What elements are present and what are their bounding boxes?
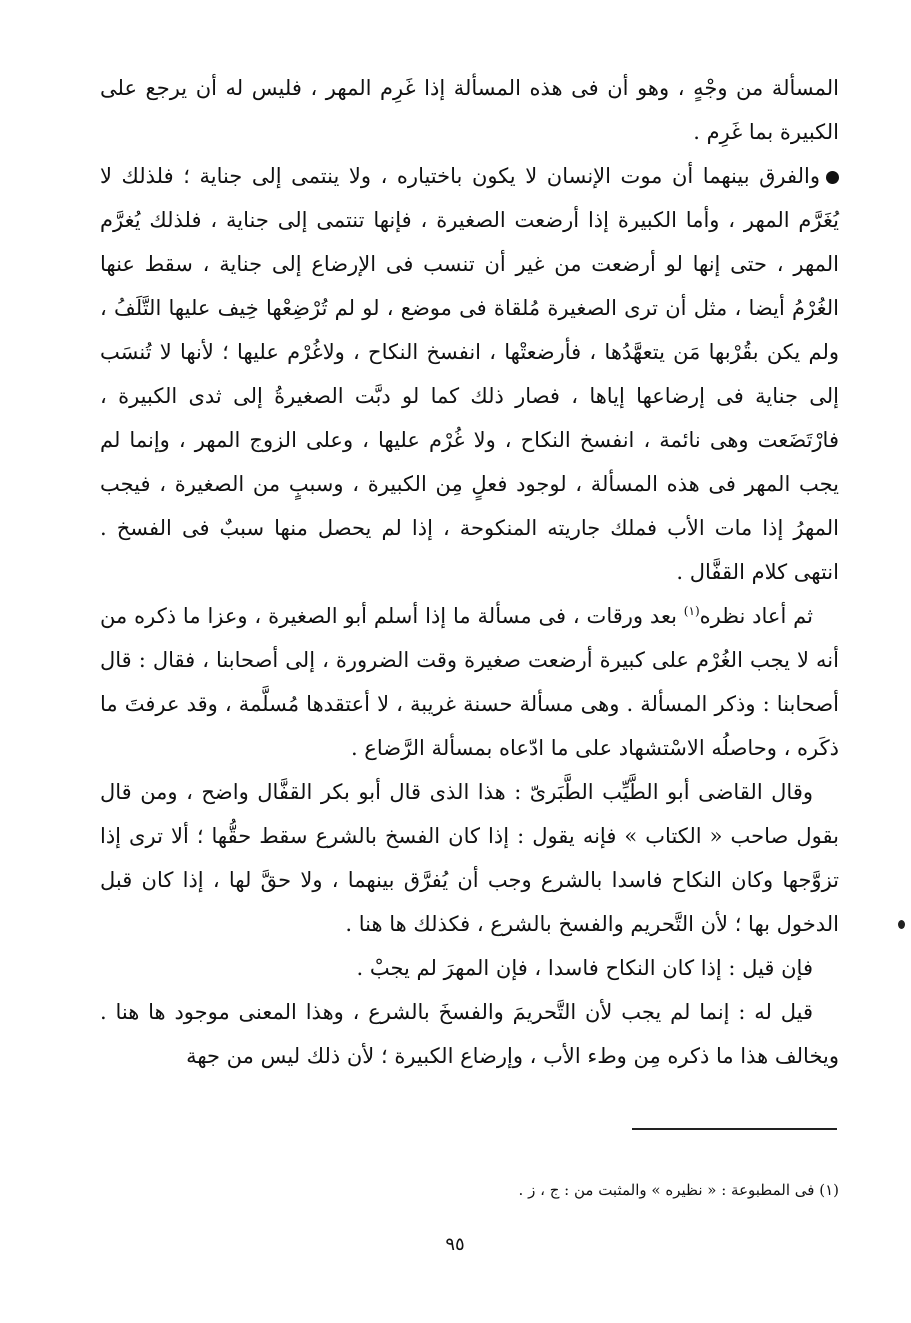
paragraph-5 xyxy=(100,946,839,990)
main-text xyxy=(100,66,839,1078)
paragraph-4-text: وقال القاضى أبو الطَّيِّب الطَّبَرىّ : هذا الذى قال أبو بكر القفَّال واضح ، ومن قال بقول صاحب « الكتاب » فإنه يقول : إذا كان الفسخ بالشرع سقط حقُّها ؛ ألا ترى إذا تزوَّجها وكان النكاح فاسدا بالشرع وجب أن يُفرَّق بينهما ، ولا حقَّ لها ، إذا كان قبل الدخول بها ؛ لأن التَّحريم والفسخ بالشرع ، فكذلك ها هنا . xyxy=(100,780,839,936)
paragraph-1 xyxy=(100,66,839,154)
paragraph-5-text: فإن قيل : إذا كان النكاح فاسدا ، فإن المهرَ لم يجبْ . xyxy=(356,956,813,980)
paragraph-1-text: المسألة من وجْهٍ ، وهو أن فى هذه المسألة إذا غَرِم المهر ، فليس له أن يرجع على الكبيرة بما غَرِم . xyxy=(100,76,839,144)
bullet-icon xyxy=(826,171,839,184)
paragraph-2-text: والفرق بينهما أن موت الإنسان لا يكون باختياره ، ولا ينتمى إلى جناية ؛ فلذلك لا يُغَرَّم المهر ، وأما الكبيرة إذا أرضعت الصغيرة ، فإنها تنتمى إلى جناية ، فلذلك يُغرَّم المهر ، حتى إنها لو أرضعت من غير أن تنسب فى الإرضاع إلى جناية ، سقط عنها الغُرْمُ أيضا ، مثل أن ترى الصغيرة مُلقاة فى موضع ، لو لم تُرْضِعْها خِيف عليها التَّلَفُ ، ولم يكن بقُرْبها مَن يتعهَّدُها ، فأرضعتْها ، انفسخ النكاح ، ولاغُرْم عليها ؛ لأنها لا تُنسَب إلى جناية فى إرضاعها إياها ، فصار ذلك كما لو دبَّت الصغيرةُ إلى ثدى الكبيرة ، فارْتَضَعت وهى نائمة ، انفسخ النكاح ، ولا غُرْم عليها ، وعلى الزوج المهر ، وإنما لم يجب المهر فى هذه المسألة ، لوجود فعلٍ مِن الكبيرة ، وسببٍ من الصغيرة ، فيجب المهرُ إذا مات الأب فملك جاريته المنكوحة ، إذا لم يحصل منها سببٌ فى الفسخ . انتهى كلام القفَّال . xyxy=(100,164,839,584)
paragraph-2 xyxy=(100,154,839,594)
paragraph-3 xyxy=(100,594,839,770)
paragraph-6 xyxy=(100,990,839,1078)
paragraph-3-text-start: ثم أعاد نظره xyxy=(699,604,813,628)
page-number: ٩٥ xyxy=(445,1234,465,1255)
paragraph-4 xyxy=(100,770,839,946)
paragraph-3-text-end: بعد ورقات ، فى مسألة ما إذا أسلم أبو الصغيرة ، وعزا ما ذكره من أنه لا يجب الغُرْم على كبيرة أرضعت صغيرة وقت الضرورة ، إلى أصحابنا ، فقال : قال أصحابنا : وذكر المسألة . وهى مسألة حسنة غريبة ، لا أعتقدها مُسلَّمة ، وقد عرفتَ ما ذكَره ، وحاصلُه الاسْتشهاد على ما ادّعاه بمسألة الرَّضاع . xyxy=(100,604,839,760)
paragraph-6-text: قيل له : إنما لم يجب لأن التَّحريمَ والفسخَ بالشرع ، وهذا المعنى موجود ها هنا . ويخالف هذا ما ذكره مِن وطء الأب ، وإرضاع الكبيرة ؛ لأن ذلك ليس من جهة xyxy=(100,1000,839,1068)
footnote-separator xyxy=(632,1128,837,1130)
margin-dot-mark xyxy=(898,920,905,929)
footnote-marker: (١) xyxy=(683,604,700,618)
footnote: (١) فى المطبوعة : « نظيره » والمثبت من : ج ، ز . xyxy=(518,1181,839,1199)
